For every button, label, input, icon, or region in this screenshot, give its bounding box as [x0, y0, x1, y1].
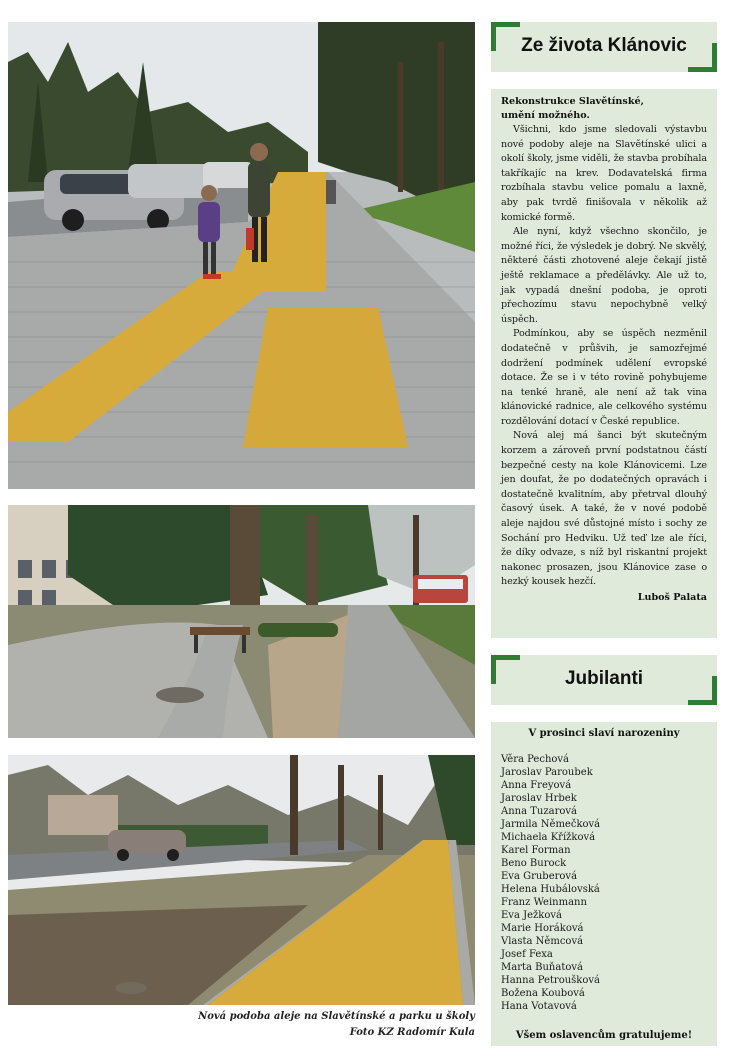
photo-park-school: [8, 505, 475, 738]
list-item: Anna Freyová: [501, 780, 572, 791]
photo-alley-skaters: [8, 22, 475, 489]
section-header-life: [491, 22, 717, 72]
list-item: Beno Burock: [501, 858, 567, 869]
article-paragraph: Ale nyní, když všechno skončilo, je možné říci, že výsledek je dobrý. Ne skvělý, některé části zhotovené aleje čekají jistě ještě reklamace a předělávky. Ale už to, jak vypadá dnešní podoba, je oproti přechozímu stavu nepochybně velký úspěch.: [501, 226, 707, 325]
jubilants-greeting: Všem oslavencům gratulujeme!: [515, 1030, 693, 1041]
list-item: Marie Horáková: [501, 923, 584, 934]
list-item: Jaroslav Hrbek: [501, 793, 577, 804]
list-item: Karel Forman: [501, 845, 571, 856]
list-item: Věra Pechová: [501, 754, 570, 765]
list-item: Michaela Křížková: [501, 832, 596, 843]
photo-caption-description: Nová podoba aleje na Slavětínské a parku u školy: [198, 1011, 475, 1022]
section-title: Ze života Klánovic: [521, 35, 687, 56]
list-item: Marta Buňatová: [501, 962, 583, 973]
list-item: Franz Weinmann: [501, 897, 587, 908]
list-item: Eva Gruberová: [501, 871, 578, 882]
jubilants-box: [491, 722, 717, 1046]
section-title: Jubilanti: [564, 668, 644, 689]
jubilants-title: V prosinci slaví narozeniny: [528, 728, 680, 739]
list-item: Jarmila Němečková: [501, 819, 601, 830]
article-title-line2: umění možného.: [501, 110, 590, 121]
list-item: Jaroslav Paroubek: [501, 767, 593, 778]
list-item: Hana Votavová: [501, 1001, 577, 1012]
photo-alley-cyclepath: [8, 755, 475, 1005]
article-paragraph: Všichni, kdo jsme sledovali výstavbu nové podoby aleje na Slavětínské ulici a okolí školy, jsme viděli, že stavba probíhala takříkajíc na krev. Dodavatelská firma rozbíhala stavbu velice pomalu a laxně, aby pak tvrdě finišovala v několik až komické formě.: [501, 124, 707, 223]
list-item: Vlasta Němcová: [501, 936, 584, 947]
article-box: [491, 89, 717, 638]
list-item: Hanna Petroušková: [501, 975, 600, 986]
article-paragraph: Podmínkou, aby se úspěch nezměnil dodatečně v průšvih, je samozřejmé dodržení podmínek udělení evropské dotace. Že se i v této rovině pohybujeme na tenké hraně, ale není až tak vina klánovické radnice, ale celkového systému rozdělování dotací v České republice.: [501, 328, 707, 427]
list-item: Helena Hubálovská: [501, 884, 600, 895]
photo-caption-credit: Foto KZ Radomír Kula: [349, 1027, 475, 1038]
list-item: Josef Fexa: [501, 949, 553, 960]
article-paragraph: Nová alej má šanci být skutečným korzem a zároveň první podstatnou částí bezpečné cesty na kole Klánovicemi. Lze jen doufat, že po dodatečných opravách i dostatečně kvalitním, aby přetrval dlouhý časový úsek. A také, že v nové podobě aleje najdou své důstojné místo i sochy ze Sochání pro Hedviku. Už teď lze ale říci, že díky odvaze, s níž byl riskantní projekt nakonec prosazen, jsou Klánovice zase o hezký kousek hezčí.: [501, 430, 707, 588]
section-header-jubilants: [491, 655, 717, 705]
list-item: Eva Ježková: [501, 910, 562, 921]
list-item: Anna Tuzarová: [501, 806, 577, 817]
article-title-line1: Rekonstrukce Slavětínské,: [501, 96, 644, 107]
article-author: Luboš Palata: [637, 592, 707, 603]
jubilants-list: [501, 753, 707, 1013]
list-item: Božena Koubová: [501, 988, 585, 999]
